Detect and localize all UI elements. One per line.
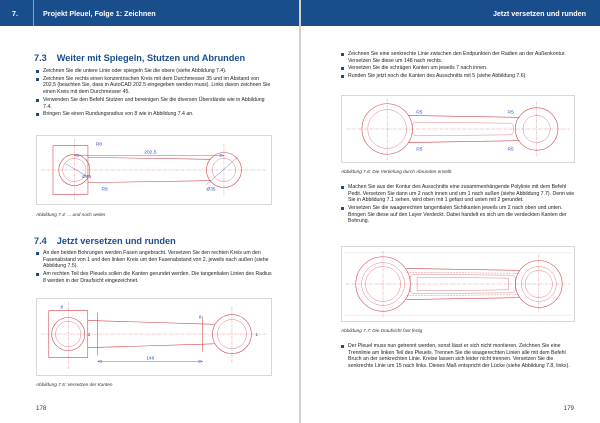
figure-caption: Abbildung 7.6: Die Vertiefung durch Abrunden erstellt xyxy=(341,169,452,174)
dim-label: Ø35 xyxy=(206,187,216,193)
list-item: Machen Sie aus der Kontur des Ausschnitts eine zusammenhängende Polylinie mit dem Befehl Pedit. Versetzen Sie dann um 2 nach innen und um 1 nach außen (siehe Abbildung 7.7). Denn wie Sie in Abbildung 7.1 sehen, wird oben mit 1 gefast und unten mit 2 gerundet. xyxy=(341,184,575,204)
dim-label: 1 xyxy=(255,333,259,339)
bullet-list-c xyxy=(341,343,575,371)
figure-7-7 xyxy=(341,246,575,322)
dim-label: 148 xyxy=(146,356,155,362)
figure-7-6 xyxy=(341,95,575,163)
bullet-list-b xyxy=(341,184,575,226)
list-item: Zeichnen Sie rechts einen konzentrischen Kreis mit dem Durchmesser 35 und im Abstand von 202,5 (beachten Sie, dass in AutoCAD 202.5 eingegeben werden muss). Links davon zeichnen Sie einen Kreis mit dem Durchmesser 45. xyxy=(36,76,272,96)
list-item: Am rechten Teil des Pleuels sollen die Kanten gerundet werden. Die tangentialen Linien des Radius 8 werden in der Draufsicht eingezeichnet. xyxy=(36,271,272,284)
right-header xyxy=(301,0,600,26)
dim-label: 8 xyxy=(198,315,202,321)
dim-label: 2 xyxy=(87,333,91,339)
bullet-list-a xyxy=(341,51,575,81)
cad-drawing-7-6 xyxy=(342,96,574,162)
section-number: 7.3 xyxy=(34,53,47,63)
list-item: Verwenden Sie den Befehl Stutzen und bereinigen Sie die diversen Überstände wie in Abbildung 7.4. xyxy=(36,97,272,110)
page-number: 179 xyxy=(563,405,574,412)
cad-drawing-7-4 xyxy=(37,136,271,204)
list-item: An den beiden Bohrungen werden Fasen angebracht. Versetzen Sie den rechten Kreis um den Fasenabstand von 1 und den linken Kreis um den Fasenabstand von 2, jeweils nach außen (siehe Abbildung 7.5). xyxy=(36,250,272,270)
dim-label: R5 xyxy=(416,147,423,153)
section-heading-7-4 xyxy=(34,236,176,246)
dim-label: 202,5 xyxy=(144,150,157,156)
figure-caption: Abbildung 7.5: Versetzen der Kanten xyxy=(36,382,113,387)
list-item: Zeichnen Sie eine senkrechte Linie zwischen den Endpunkten der Radien an der Außenkontur. Versetzen Sie diese um 148 nach rechts. xyxy=(341,51,575,64)
figure-caption: Abbildung 7.7: Die Draufsicht fast fertig xyxy=(341,328,423,333)
figure-caption: Abbildung 7.4: ... und noch weiter xyxy=(36,212,106,217)
dim-label: R8 xyxy=(95,142,102,148)
dim-label: R5 xyxy=(507,147,514,153)
bullet-list-7-4 xyxy=(36,250,272,286)
figure-7-5 xyxy=(36,298,272,376)
chapter-number: 7. xyxy=(0,0,34,26)
dim-label: R8 xyxy=(101,187,108,193)
list-item: Versetzen Sie die schrägen Kanten um jeweils 7 nach innen. xyxy=(341,65,575,72)
running-title: Jetzt versetzen und runden xyxy=(492,8,586,18)
bullet-list-7-3 xyxy=(36,68,272,119)
section-title: Jetzt versetzen und runden xyxy=(56,236,176,246)
figure-7-4 xyxy=(36,135,272,205)
list-item: Zeichnen Sie die untere Linie oder spiegeln Sie die obere (siehe Abbildung 7.4). xyxy=(36,68,272,75)
cad-drawing-7-5 xyxy=(37,299,271,375)
page-number: 178 xyxy=(36,405,47,412)
section-number: 7.4 xyxy=(34,236,47,246)
left-page xyxy=(0,0,299,423)
section-heading-7-3 xyxy=(34,53,245,63)
chapter-title: Projekt Pleuel, Folge 1: Zeichnen xyxy=(43,8,156,18)
dim-label: R5 xyxy=(416,110,423,116)
dim-label: Ø45 xyxy=(82,174,92,180)
section-title: Weiter mit Spiegeln, Stutzen und Abrunden xyxy=(56,53,246,63)
list-item: Versetzen Sie die waagerechten tangentialen Sichtkanten jeweils um 2 nach oben und unten. Bringen Sie diese auf den Layer Verdeckt. Dabei handelt es sich um die verdeckten Kanten der Bohrung. xyxy=(341,205,575,225)
dim-label: R5 xyxy=(507,110,514,116)
list-item: Der Pleuel muss nun getrennt werden, sonst lässt er sich nicht montieren. Zeichnen Sie eine Trennlinie am linken Teil des Pleuels. Trennen Sie die waagerechten Linien alle mit dem Befehl Bruch an der senkrechten Linie. Kreise lassen sich leider nicht trennen. Versetzen Sie die senkrechte Linie um 15 nach links. Dieses Maß entspricht der Lücke (siehe Abbildung 7.8, links). xyxy=(341,343,575,369)
list-item: Bringen Sie einen Rundungsradius von 8 wie in Abbildung 7.4 an. xyxy=(36,111,272,118)
right-page xyxy=(301,0,600,423)
list-item: Runden Sie jetzt noch die Kanten des Ausschnitts mit 5 (siehe Abbildung 7.6). xyxy=(341,73,575,80)
dim-label: 8 xyxy=(60,305,64,311)
left-header xyxy=(0,0,299,26)
cad-drawing-7-7 xyxy=(342,247,574,321)
